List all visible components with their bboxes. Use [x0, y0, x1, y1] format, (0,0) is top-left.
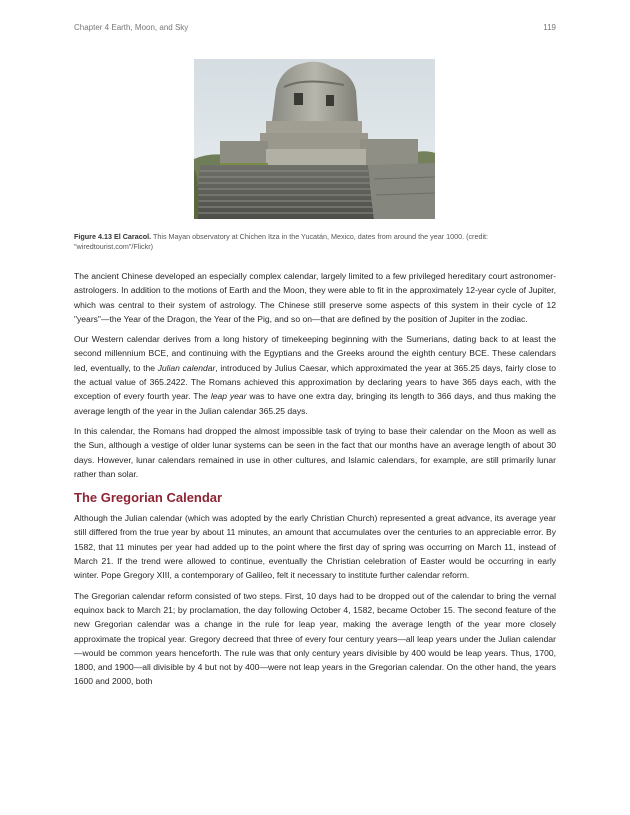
figure-label: Figure 4.13 El Caracol.	[74, 232, 152, 241]
section-heading: The Gregorian Calendar	[74, 490, 223, 506]
chapter-title: Chapter 4 Earth, Moon, and Sky	[74, 23, 189, 32]
key-term-julian-calendar: Julian calendar	[157, 362, 216, 373]
text-run: , introduced by Julius Caesar, which approximated the year at 365.25 days, fairly close to the actual value of 365.2422. The Romans achieved this approximation by declaring years to have 365 days each, with the exception of every fourth year. The	[74, 362, 556, 402]
paragraph: Although the Julian calendar (which was adopted by the early Christian Church) represented a great advance, its average year still differed from the true year by about 11 minutes, an amount that accumulates over the centuries to an appreciable error. By 1582, that 11 minutes per year had added up to the point where the first day of spring was occurring on March 11, instead of March 21. If the trend were allowed to continue, eventually the Christian celebration of Easter would be occurring in early winter. Pope Gregory XIII, a contemporary of Galileo, felt it necessary to institute further calendar reform.	[74, 513, 556, 581]
body-text	[74, 269, 556, 695]
figure-caption-text: This Mayan observatory at Chichen Itza in the Yucatán, Mexico, dates from around the year 1000. (credit: "wiredtourist.com"/Flickr)	[74, 232, 489, 251]
text-run: was to have one extra day, bringing its length to 366 days, and thus making the average length of the year in the Julian calendar 365.25 days.	[74, 391, 556, 416]
running-header	[74, 23, 556, 35]
paragraph: In this calendar, the Romans had dropped the almost impossible task of trying to base their calendar on the Moon as well as the Sun, although a vestige of older lunar systems can be seen in the fact that our months have an average length of about 30 days. However, lunar calendars remained in use in other cultures, and Islamic calendars, for example, are still primarily lunar rather than solar.	[74, 425, 556, 479]
paragraph	[74, 332, 556, 418]
text-run: Our Western calendar derives from a long history of timekeeping beginning with the Sumerians, dating back to at least the second millennium BCE, and continuing with the Egyptians and the Greeks around the eighth century BCE. These calendars led, eventually, to the	[74, 334, 556, 373]
paragraph: The Gregorian calendar reform consisted of two steps. First, 10 days had to be dropped out of the calendar to bring the vernal equinox back to March 21; by proclamation, the day following October 4, 1582, became October 15. The second feature of the new Gregorian calendar was a change in the rule for leap year, making the average length of the year more closely approximate the tropical year. Gregory decreed that three of every four century years—all leap years under the Julian calendar—would be common years henceforth. The rule was that only century years divisible by 400 would be leap years. Thus, 1700, 1800, and 1900—all divisible by 4 but not by 400—were not leap years in the Gregorian calendar. On the other hand, the years 1600 and 2000, both	[74, 590, 556, 687]
el-caracol-photo	[194, 59, 435, 219]
page-number: 119	[543, 23, 556, 32]
key-term-leap-year: leap year	[210, 391, 247, 402]
figure-caption	[74, 232, 556, 251]
paragraph: The ancient Chinese developed an especially complex calendar, largely limited to a few privileged hereditary court astronomer-astrologers. In addition to the motions of Earth and the Moon, they were able to fit in the approximately 12-year cycle of Jupiter, which was central to their system of astrology. The Chinese still preserve some aspects of this system in their cycle of 12 "years"—the Year of the Dragon, the Year of the Pig, and so on—that are defined by the position of Jupiter in the zodiac.	[74, 271, 556, 324]
